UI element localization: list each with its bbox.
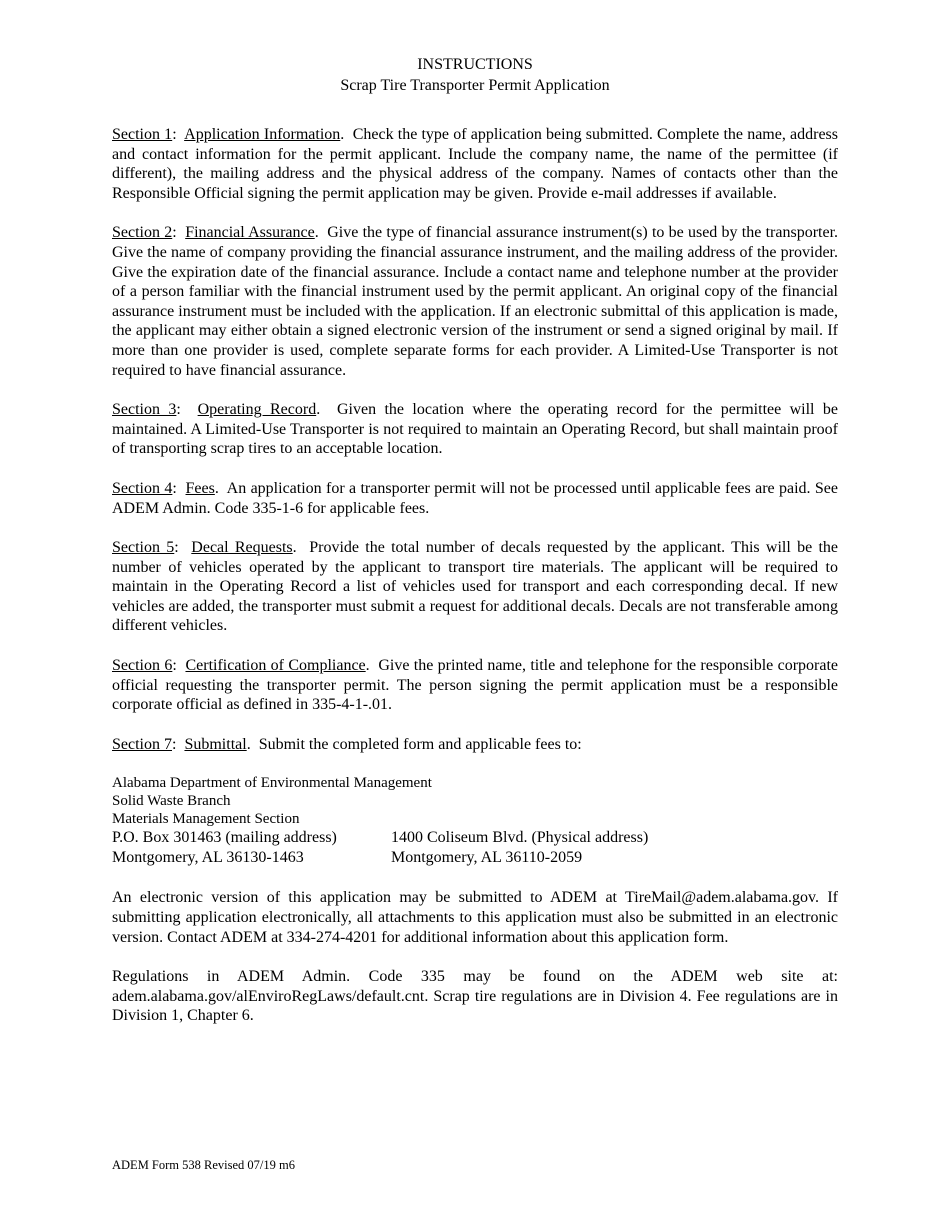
section-4: Section 4: Fees. An application for a transporter permit will not be processed until applicable fees are paid. See ADEM Admin. Code 335-1-6 for applicable fees. (112, 479, 838, 517)
section-label: Section 1 (112, 126, 173, 143)
section-body: Check the type of application being submitted. Complete the name, address and contact information for the permit applicant. Include the company name, the name of the permittee (if different), the mailing address and the physical address of the company. Names of contacts other than the Responsible Official signing the permit application may be given. Provide e-mail addresses if available. (112, 126, 839, 202)
mailing-address-line1: P.O. Box 301463 (mailing address) (112, 829, 337, 847)
section-5: Section 5: Decal Requests. Provide the total number of decals requested by the applicant. This will be the number of vehicles operated by the applicant to transport tire materials. The applicant will be required to maintain in the Operating Record a list of vehicles used for transport and each corresponding decal. If new vehicles are added, the transporter must submit a request for additional decals. Decals are not transferable among different vehicles. (112, 539, 838, 635)
mailing-address-block (112, 774, 838, 868)
section-label: Section 7 (112, 735, 172, 753)
section-label: Section 4 (112, 479, 173, 497)
section-body: Given the location where the operating record for the permittee will be maintained. A Limited-Use Transporter is not required to maintain an Operating Record, but shall maintain proof of transporting scrap tires to an acceptable location. (112, 401, 838, 458)
section-heading: Operating Record (197, 401, 317, 419)
page-subtitle: Scrap Tire Transporter Permit Application (340, 77, 610, 94)
section-label: Section 3 (112, 401, 177, 419)
electronic-submission-paragraph: An electronic version of this application may be submitted to ADEM at TireMail@adem.alabama.gov. If submitting application electronically, all attachments to this application must also be submitted in an electronic version. Contact ADEM at 334-274-4201 for additional information about this application form. (112, 889, 838, 946)
form-footer: ADEM Form 538 Revised 07/19 m6 (112, 1158, 295, 1172)
mailing-address-line2: Montgomery, AL 36130-1463 (112, 849, 304, 867)
instructions-page (112, 54, 838, 1026)
physical-address-line2: Montgomery, AL 36110-2059 (391, 849, 583, 867)
section-body: Submit the completed form and applicable fees to: (258, 735, 582, 753)
section-label: Section 6 (112, 657, 173, 675)
section-heading: Decal Requests (191, 539, 293, 557)
section-7: Section 7: Submittal. Submit the completed form and applicable fees to: (112, 735, 582, 753)
section-body: Give the printed name, title and telephone for the responsible corporate official requesting the transporter permit. The person signing the permit application must be a responsible corporate official as defined in 335-4-1-.01. (112, 657, 839, 714)
section-2: Section 2: Financial Assurance. Give the type of financial assurance instrument(s) to be used by the transporter. Give the name of company providing the financial assurance instrument, and the mailing address of the provider. Give the expiration date of the financial assurance. Include a contact name and telephone number at the provider of a person familiar with the financial instrument used by the permit applicant. An original copy of the financial assurance instrument must be included with the application. If an electronic submittal of this application is made, the applicant may either obtain a signed electronic version of the instrument or send a signed original by mail. If more than one provider is used, complete separate forms for each provider. A Limited-Use Transporter is not required to have financial assurance. (112, 224, 839, 379)
section-heading: Submittal (184, 735, 247, 753)
address-row-2 (112, 848, 838, 868)
section-body: Provide the total number of decals requested by the applicant. This will be the number of vehicles operated by the applicant to transport tire materials. The applicant will be required to maintain in the Operating Record a list of vehicles used for transport and each corresponding decal. If new vehicles are added, the transporter must submit a request for additional decals. Decals are not transferable among different vehicles. (112, 539, 838, 635)
section-body: Give the type of financial assurance instrument(s) to be used by the transporter. Give the name of company providing the financial assurance instrument, and the mailing address of the provider. Give the expiration date of the financial assurance. Include a contact name and telephone number at the provider of a person familiar with the financial instrument used by the permit applicant. An original copy of the financial assurance instrument must be included with the application. If an electronic submittal of this application is made, the applicant may either obtain a signed electronic version of the instrument or send a signed original by mail. If more than one provider is used, complete separate forms for each provider. A Limited-Use Transporter is not required to have financial assurance. (112, 224, 839, 379)
section-label: Section 5 (112, 539, 175, 557)
section-label: Section 2 (112, 224, 173, 242)
address-org: Alabama Department of Environmental Management (112, 775, 432, 792)
section-heading: Financial Assurance (185, 224, 315, 242)
section-3: Section 3: Operating Record. Given the location where the operating record for the permittee will be maintained. A Limited-Use Transporter is not required to maintain an Operating Record, but shall maintain proof of transporting scrap tires to an acceptable location. (112, 401, 838, 458)
page-title: INSTRUCTIONS (417, 56, 533, 73)
regulations-paragraph: Regulations in ADEM Admin. Code 335 may be found on the ADEM web site at: adem.alabama.gov/alEnviroRegLaws/default.cnt. Scrap tire regulations are in Division 4. Fee regulations are in Division 1, Chapter 6. (112, 968, 838, 1025)
physical-address-line1: 1400 Coliseum Blvd. (Physical address) (391, 829, 649, 847)
section-body: An application for a transporter permit will not be processed until applicable fees are paid. See ADEM Admin. Code 335-1-6 for applicable fees. (112, 479, 838, 517)
section-1: Section 1: Application Information. Check the type of application being submitted. Complete the name, address and contact information for the permit applicant. Include the company name, the name of the permittee (if different), the mailing address and the physical address of the company. Names of contacts other than the Responsible Official signing the permit application may be given. Provide e-mail addresses if available. (112, 126, 839, 202)
address-row-1 (112, 828, 838, 848)
address-branch: Solid Waste Branch (112, 793, 231, 810)
section-heading: Fees (185, 479, 215, 497)
section-6: Section 6: Certification of Compliance. Give the printed name, title and telephone for the responsible corporate official requesting the transporter permit. The person signing the permit application must be a responsible corporate official as defined in 335-4-1-.01. (112, 657, 839, 714)
section-heading: Certification of Compliance (185, 657, 366, 675)
address-section: Materials Management Section (112, 811, 300, 828)
section-heading: Application Information (184, 126, 341, 143)
